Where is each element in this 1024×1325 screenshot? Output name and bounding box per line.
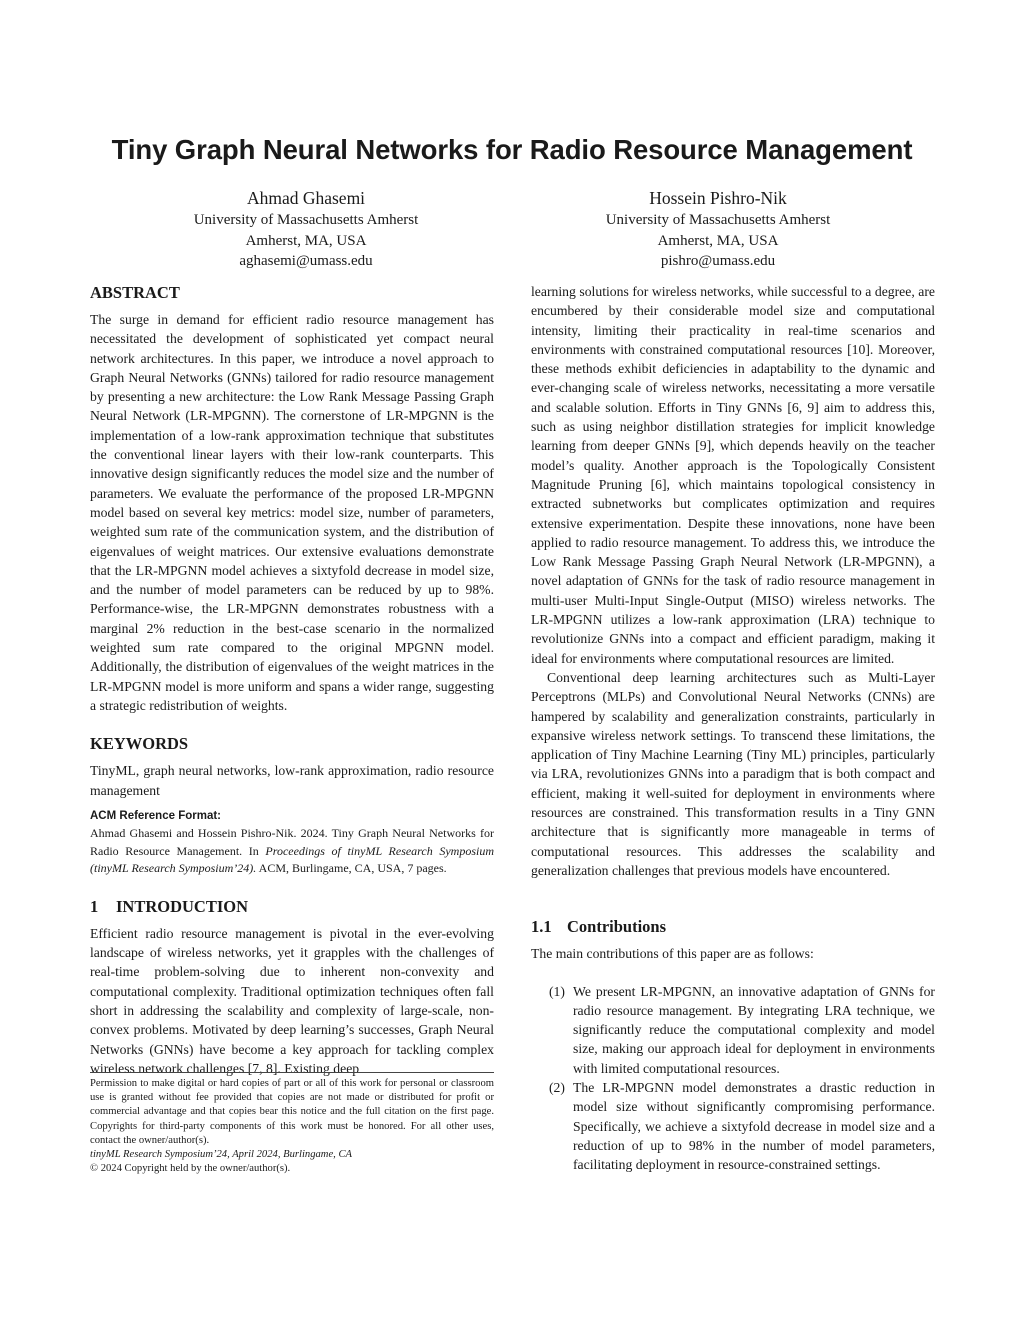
section-title: INTRODUCTION bbox=[116, 896, 249, 916]
page-title: Tiny Graph Neural Networks for Radio Resource Management bbox=[111, 134, 913, 165]
contributions-heading bbox=[531, 916, 935, 938]
introduction-section bbox=[90, 896, 494, 1078]
venue-line: tinyML Research Symposium’24, April 2024, Burlingame, CA bbox=[90, 1149, 352, 1161]
author-email: pishro@umass.edu bbox=[660, 253, 776, 269]
contributions-section bbox=[531, 916, 935, 1174]
author-name: Hossein Pishro-Nik bbox=[649, 188, 787, 208]
list-item bbox=[531, 1078, 935, 1174]
author-block-1 bbox=[126, 186, 486, 272]
list-marker: (1) bbox=[549, 983, 565, 999]
author-affiliation: University of Massachusetts Amherst bbox=[193, 212, 419, 228]
contributions-intro: The main contributions of this paper are as follows: bbox=[531, 946, 814, 962]
subsection-number: 1.1 bbox=[531, 917, 552, 937]
author-location: Amherst, MA, USA bbox=[245, 232, 367, 249]
author-location: Amherst, MA, USA bbox=[657, 232, 779, 249]
introduction-paragraph-1-part-1: Efficient radio resource management is pivotal in the ever-evolving landscape of wireless networks, yet it grapples with the challenges of real-time problem-solving due to inherent non-convexity and computational complexity. Traditional optimization techniques often fall short in addressing the scalability and complexity of large-scale, non-convex problems. Motivated by deep learning’s successes, Graph Neural Networks (GNNs) have become a key approach for tackling complex wireless network challenges [7, 8]. Existing deep bbox=[90, 925, 494, 1076]
acm-reference-authors: Ahmad Ghasemi and Hossein Pishro-Nik. 2024. Tiny Graph Neural Networks for Radio Resource Management. In bbox=[90, 826, 494, 858]
acm-reference-venue: Proceedings of tinyML Research Symposium (tinyML Research Symposium’24). bbox=[90, 843, 495, 876]
keywords-heading: KEYWORDS bbox=[90, 734, 189, 754]
author-email: aghasemi@umass.edu bbox=[239, 253, 373, 269]
abstract-heading: ABSTRACT bbox=[90, 283, 180, 302]
permission-footnote bbox=[90, 1072, 494, 1176]
introduction-paragraph-2: Conventional deep learning architectures such as Multi-Layer Perceptrons (MLPs) and Convolutional Neural Networks (CNNs) are hampered by scalability and generalization constraints, particularly in expansive wireless network settings. To transcend these limitations, the application of Tiny Machine Learning (Tiny ML) principles, particularly via LRA, revolutionizes GNNs into a paradigm that is both compact and efficient, making it well-suited for deployment in environments where resources are constrained. This transformation results in a Tiny GNN architecture that is significantly more manageable in terms of computational resources. This addresses the scalability and generalization challenges that previous models have encountered. bbox=[531, 669, 935, 878]
abstract-text: The surge in demand for efficient radio resource management has necessitated the development of sophisticated yet compact neural network architectures. In this paper, we introduce a novel approach to Graph Neural Networks (GNNs) tailored for radio resource management by presenting a new architecture: the Low Rank Message Passing Graph Neural Network (LR-MPGNN). The cornerstone of LR-MPGNN is the implementation of a low-rank approximation technique that substitutes the conventional linear layers with their low-rank counterparts. This innovative design significantly reduces the model size and the number of parameters. We evaluate the performance of the proposed LR-MPGNN model based on several key metrics: model size, number of parameters, weighted sum rate of the communication system, and the distribution of eigenvalues of weight matrices. Our extensive evaluations demonstrate that the LR-MPGNN model achieves a sixtyfold decrease in model size, and the number of model parameters can be reduced by up to 98%. Performance-wise, the LR-MPGNN demonstrates robustness with a marginal 2% reduction in the best-case scenario in the normalized weighted sum rate compared to the original MPGNN model. Additionally, the distribution of eigenvalues of the weight matrices in the LR-MPGNN model is more uniform and spans a wider range, suggesting a strategic redistribution of weights. bbox=[90, 312, 494, 713]
introduction-heading bbox=[90, 896, 494, 918]
author-block-2 bbox=[538, 186, 898, 272]
keywords-section bbox=[90, 733, 494, 800]
list-item-text: The LR-MPGNN model demonstrates a drastic reduction in model size without significantly compromising performance. Specifically, we achieve a sixtyfold decrease in model size and a reduction of up to 98% in the number of model parameters, facilitating deployment in resource-constrained settings. bbox=[573, 1079, 935, 1173]
permission-text: Permission to make digital or hard copies of part or all of this work for personal or classroom use is granted without fee provided that copies are not made or distributed for profit or commercial advantage and that copies bear this notice and the full citation on the first page. Copyrights for third-party components of this work must be honored. For all other uses, contact the owner/author(s). bbox=[90, 1078, 494, 1146]
acm-reference-section bbox=[90, 808, 494, 878]
author-affiliation: University of Massachusetts Amherst bbox=[605, 212, 831, 228]
section-number: 1 bbox=[90, 896, 99, 916]
acm-reference-publisher: ACM, Burlingame, CA, USA, 7 pages. bbox=[256, 861, 447, 876]
acm-reference-heading: ACM Reference Format: bbox=[90, 809, 221, 822]
list-item-text: We present LR-MPGNN, an innovative adaptation of GNNs for radio resource management. By integrating LRA technique, we significantly reduce the computational complexity and model size, making our approach ideal for deployment in environments with limited computational resources. bbox=[573, 983, 935, 1076]
subsection-title: Contributions bbox=[567, 917, 667, 937]
keywords-text: TinyML, graph neural networks, low-rank approximation, radio resource management bbox=[90, 763, 494, 798]
contributions-list bbox=[531, 982, 935, 1175]
introduction-paragraph-1-part-2: learning solutions for wireless networks, while successful to a degree, are encumbered by their considerable model size and computational intensity, limiting their practicality in real-time scenarios and environments with constrained computational resources [10]. Moreover, these methods exhibit deficiencies in adaptability to the dynamic and ever-changing scale of wireless networks, necessitating a more versatile and scalable solution. Efforts in Tiny GNNs [6, 9] aim to address this, such as using neighbor distillation strategies for implicit knowledge learning from deeper GNNs [9], which depends heavily on the teacher model’s quality. Another approach is the Topologically Consistent Magnitude Pruning [6], which maintains topological consistency in extracted subnetworks but complicates optimization and requires extensive experimentation. Despite these innovations, none have been applied to radio resource management. To address this, we introduce the Low Rank Message Passing Graph Neural Network (LR-MPGNN), a novel adaptation of GNNs for the task of radio resource management in multi-user Multi-Input Single-Output (MISO) wireless networks. The LR-MPGNN utilizes a low-rank approximation (LRA) technique to revolutionize GNNs into a compact and efficient paradigm, making it ideal for environments where computational resources are limited. bbox=[531, 284, 935, 666]
abstract-section bbox=[90, 282, 494, 715]
right-column bbox=[531, 282, 935, 1174]
left-column bbox=[90, 282, 494, 1078]
list-marker: (2) bbox=[549, 1079, 565, 1095]
author-name: Ahmad Ghasemi bbox=[246, 188, 366, 208]
acm-reference-text bbox=[90, 825, 494, 878]
copyright-line: © 2024 Copyright held by the owner/author(s). bbox=[90, 1163, 291, 1175]
list-item bbox=[531, 982, 935, 1078]
